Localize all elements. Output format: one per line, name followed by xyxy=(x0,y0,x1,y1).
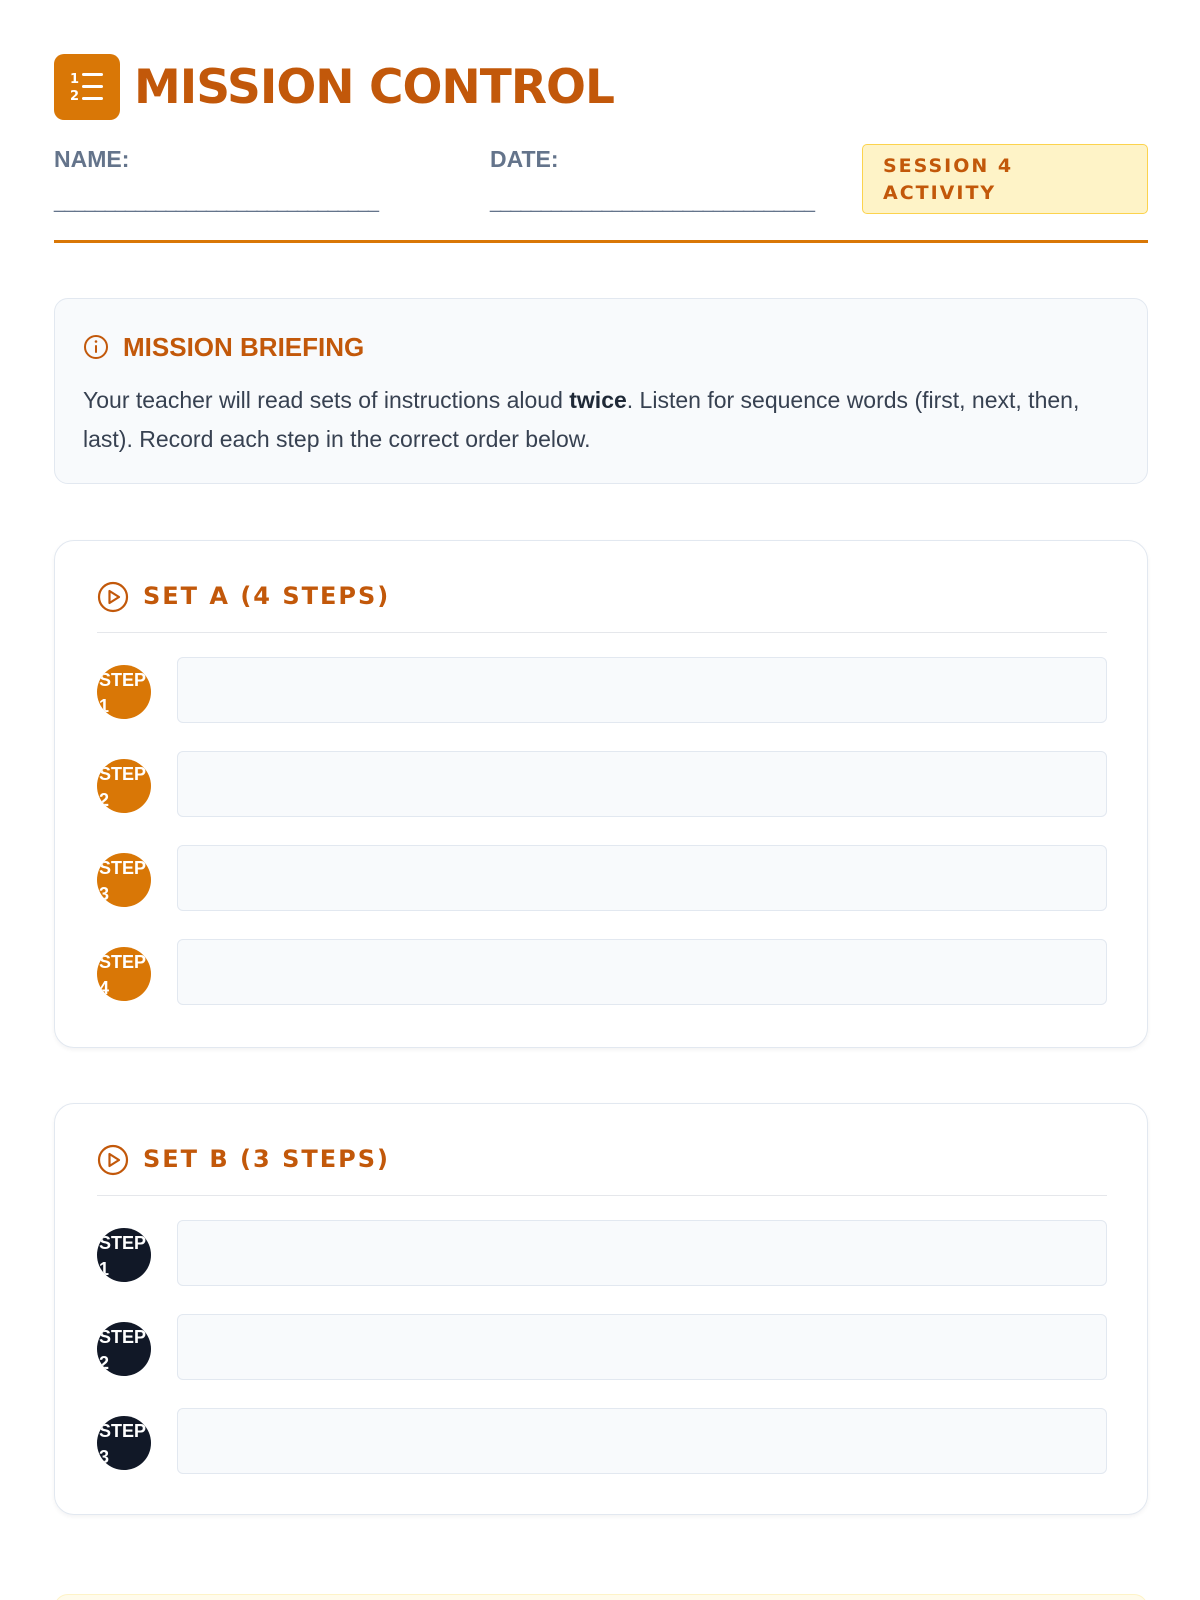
step-row xyxy=(97,845,1107,911)
set-b-card xyxy=(54,1103,1148,1515)
step-answer-input[interactable] xyxy=(177,1408,1107,1474)
step-answer-input[interactable] xyxy=(177,751,1107,817)
page-title: MISSION CONTROL xyxy=(134,59,614,115)
name-label: NAME: xyxy=(54,146,130,172)
step-badge: STEP 1 xyxy=(97,1228,151,1282)
step-badge: STEP 1 xyxy=(97,665,151,719)
numbered-list-icon xyxy=(54,54,120,120)
date-label: DATE: xyxy=(490,146,559,172)
step-answer-input[interactable] xyxy=(177,1220,1107,1286)
step-badge: STEP 2 xyxy=(97,759,151,813)
header-divider xyxy=(54,240,1148,243)
mission-briefing xyxy=(54,298,1148,484)
set-b-title: SET B (3 STEPS) xyxy=(143,1145,390,1173)
next-section-card xyxy=(54,1594,1148,1600)
briefing-title: MISSION BRIEFING xyxy=(123,331,365,362)
svg-text:2: 2 xyxy=(70,89,80,104)
name-field-line[interactable]: ________________________________ xyxy=(54,191,378,213)
set-a-card xyxy=(54,540,1148,1048)
briefing-text-part: Your teacher will read sets of instructions aloud xyxy=(83,387,570,413)
step-row xyxy=(97,1220,1107,1286)
step-badge: STEP 2 xyxy=(97,1322,151,1376)
svg-text:1: 1 xyxy=(70,72,80,87)
info-icon xyxy=(83,334,109,360)
play-circle-icon xyxy=(97,581,129,613)
step-row xyxy=(97,657,1107,723)
step-answer-input[interactable] xyxy=(177,845,1107,911)
set-a-header xyxy=(97,581,1107,633)
step-badge: STEP 3 xyxy=(97,853,151,907)
session-badge: SESSION 4 ACTIVITY xyxy=(862,144,1148,214)
title-row xyxy=(54,54,1148,120)
step-row xyxy=(97,939,1107,1005)
briefing-text-part: . Listen for sequence words (first, next, then, last). Record each step in the correct order below. xyxy=(83,387,1080,452)
worksheet-header xyxy=(54,54,1148,213)
set-a-title: SET A (4 STEPS) xyxy=(143,582,391,610)
step-row xyxy=(97,751,1107,817)
briefing-text-emphasis: twice xyxy=(569,387,627,413)
briefing-text xyxy=(83,381,1121,459)
step-answer-input[interactable] xyxy=(177,1314,1107,1380)
briefing-header xyxy=(83,329,1121,365)
set-b-header xyxy=(97,1144,1107,1196)
step-row xyxy=(97,1314,1107,1380)
step-answer-input[interactable] xyxy=(177,657,1107,723)
step-badge: STEP 4 xyxy=(97,947,151,1001)
play-circle-icon xyxy=(97,1144,129,1176)
step-badge: STEP 3 xyxy=(97,1416,151,1470)
date-field-line[interactable]: ________________________________ xyxy=(490,191,814,213)
step-answer-input[interactable] xyxy=(177,939,1107,1005)
step-row xyxy=(97,1408,1107,1474)
